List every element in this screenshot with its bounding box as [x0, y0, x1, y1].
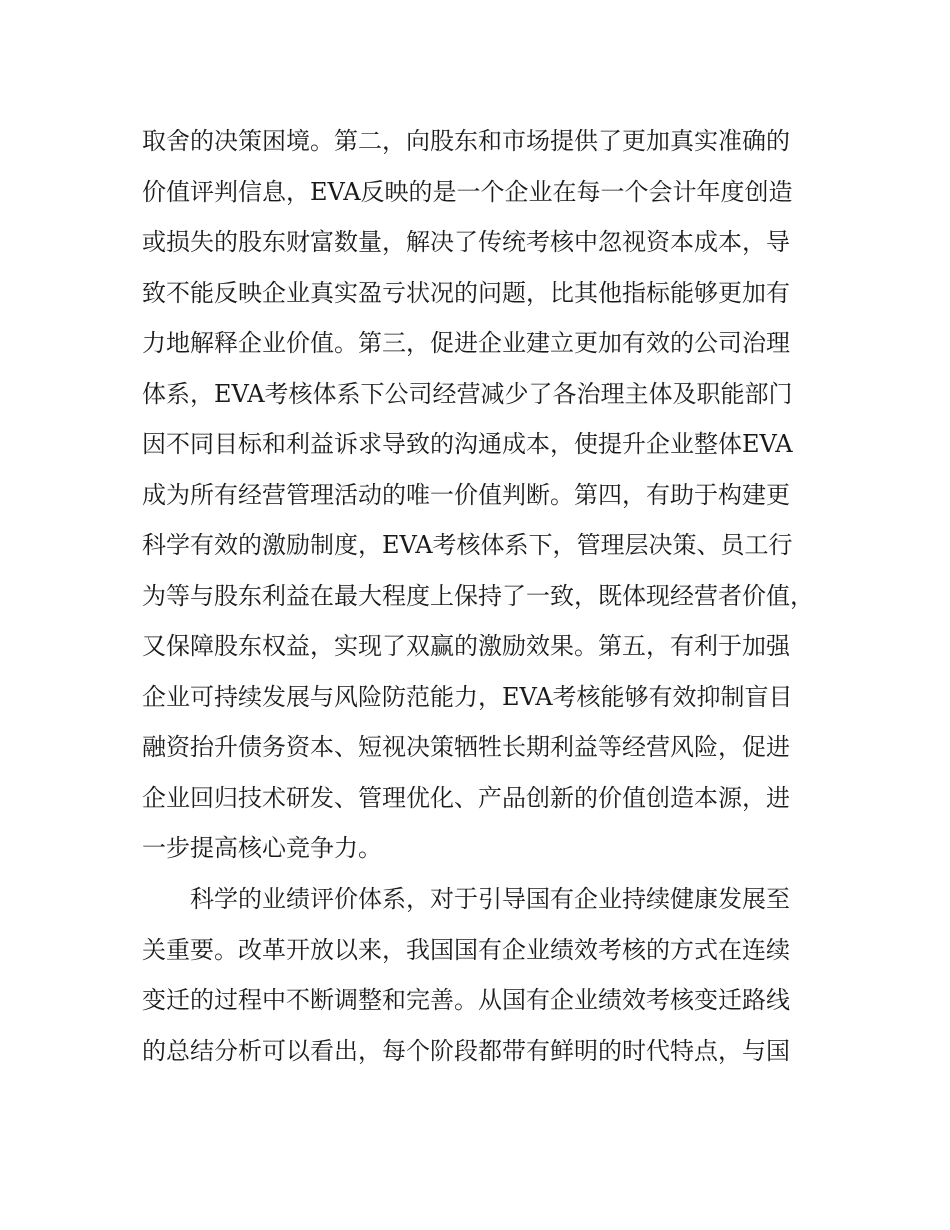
text-line: 一步提高核心竞争力。 [142, 834, 382, 862]
paragraph-1 [142, 116, 832, 874]
text-line: 科学的业绩评价体系，对于引导国有企业持续健康发展至 [190, 885, 790, 913]
text-line: 致不能反映企业真实盈亏状况的问题，比其他指标能够更加有 [142, 278, 790, 307]
text-line: 因不同目标和利益诉求导致的沟通成本，使提升企业整体EVA [142, 430, 793, 458]
text-line: 为等与股东利益在最大程度上保持了一致，既体现经营者价值， [142, 581, 814, 610]
text-line: 企业可持续发展与风险防范能力，EVA考核能够有效抑制盲目 [142, 682, 793, 711]
text-line: 取舍的决策困境。第二，向股东和市场提供了更加真实准确的 [142, 127, 790, 155]
text-line: 的总结分析可以看出，每个阶段都带有鲜明的时代特点，与国 [142, 1036, 790, 1065]
text-line: 力地解释企业价值。第三，促进企业建立更加有效的公司治理 [142, 329, 790, 357]
text-line: 成为所有经营管理活动的唯一价值判断。第四，有助于构建更 [142, 480, 790, 509]
text-line: 变迁的过程中不断调整和完善。从国有企业绩效考核变迁路线 [142, 986, 790, 1014]
paragraph-2 [142, 874, 832, 1076]
text-line: 又保障股东权益，实现了双赢的激励效果。第五，有利于加强 [142, 632, 790, 660]
text-line: 企业回归技术研发、管理优化、产品创新的价值创造本源，进 [142, 783, 790, 812]
text-line: 科学有效的激励制度，EVA考核体系下，管理层决策、员工行 [142, 531, 793, 559]
text-line: 关重要。改革开放以来，我国国有企业绩效考核的方式在连续 [142, 935, 790, 964]
text-line: 或损失的股东财富数量，解决了传统考核中忽视资本成本，导 [142, 228, 790, 256]
text-line: 融资抬升债务资本、短视决策牺牲长期利益等经营风险，促进 [142, 733, 790, 761]
text-line: 价值评判信息，EVA反映的是一个企业在每一个会计年度创造 [142, 177, 793, 206]
text-line: 体系，EVA考核体系下公司经营减少了各治理主体及职能部门 [142, 379, 793, 408]
